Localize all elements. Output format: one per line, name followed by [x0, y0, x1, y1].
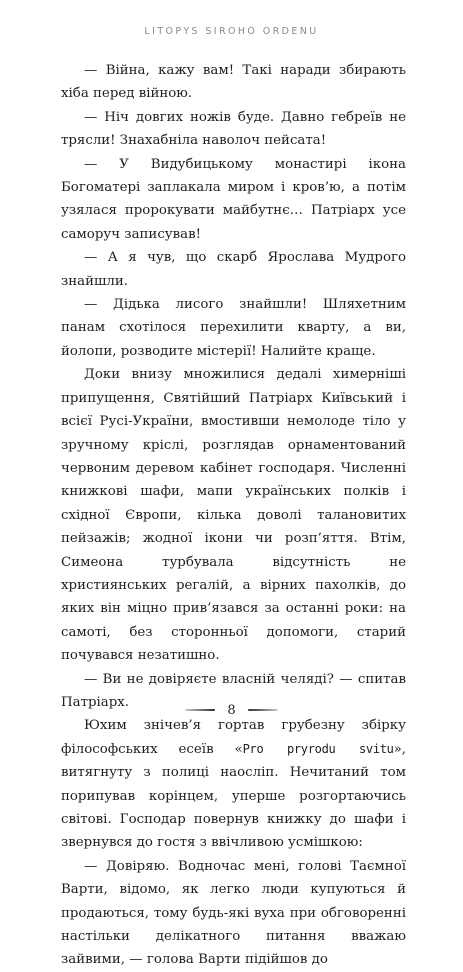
paragraph: — Довіряю. Водночас мені, голові Таємної Варти, відомо, як легко люди купуються й продаються, тому будь-які вуха при обговоренні настільки делікатного питання вважаю зайвими, — голова Варти підійшов до: [61, 858, 406, 968]
book-title: Pro pryrodu svitu: [242, 741, 394, 756]
paragraph: Доки внизу множилися дедалі химерніші припущення, Святійший Патріарх Київський і всієї Русі-України, вмостивши немолоде тіло у зручному кріслі, розглядав орнаментований червоним деревом кабінет господаря. Численні книжкові шафи, мапи українських полків і східної Європи, кілька доволі талановитих пейзажів; жодної ікони чи розп’яття. Втім, Симеона турбувала відсутність не християнських регалій, а вірних пахолків, до яких він міцно прив’язався за останні роки: на самоті, без сторонньої допомоги, старий почувався незатишно.: [61, 367, 406, 664]
paragraph-with-book-title: [61, 714, 406, 854]
footer-ornament-left: [185, 708, 215, 712]
footer-ornament-right: [248, 708, 278, 712]
paragraph: — У Видубицькому монастирі ікона Богоматері заплакала миром і кров’ю, а потім узялася пророкувати майбутнє… Патріарх усе саморуч записував!: [61, 156, 406, 242]
page-footer: [0, 700, 463, 720]
paragraph: — А я чув, що скарб Ярослава Мудрого знайшли.: [61, 250, 406, 289]
running-header: LITOPYS SIROHO ORDENU: [144, 26, 319, 37]
paragraph: — Ніч довгих ножів буде. Давно гебреїв не трясли! Знахабніла наволоч пейсата!: [61, 109, 406, 149]
paragraph: — Війна, кажу вам! Такі наради збирають хіба перед війною.: [61, 63, 406, 102]
body-text: [61, 59, 406, 972]
paragraph: — Ви не довіряєте власній челяді? — спитав Патріарх.: [61, 671, 406, 710]
paragraph-text: Юхим знічев’я гортав грубезну збірку філософських есеїв «: [61, 718, 406, 757]
page-number: 8: [227, 702, 236, 718]
paragraph: — Дідька лисого знайшли! Шляхетним панам схотілося перехилити кварту, а ви, йолопи, розводите містерії! Налийте краще.: [61, 297, 406, 359]
paragraph-text: », витягнуту з полиці наосліп. Нечитаний том порипував корінцем, уперше розгортаючись світові. Господар повернув книжку до шафи і звернувся до гостя з ввічливою усмішкою:: [61, 741, 406, 851]
